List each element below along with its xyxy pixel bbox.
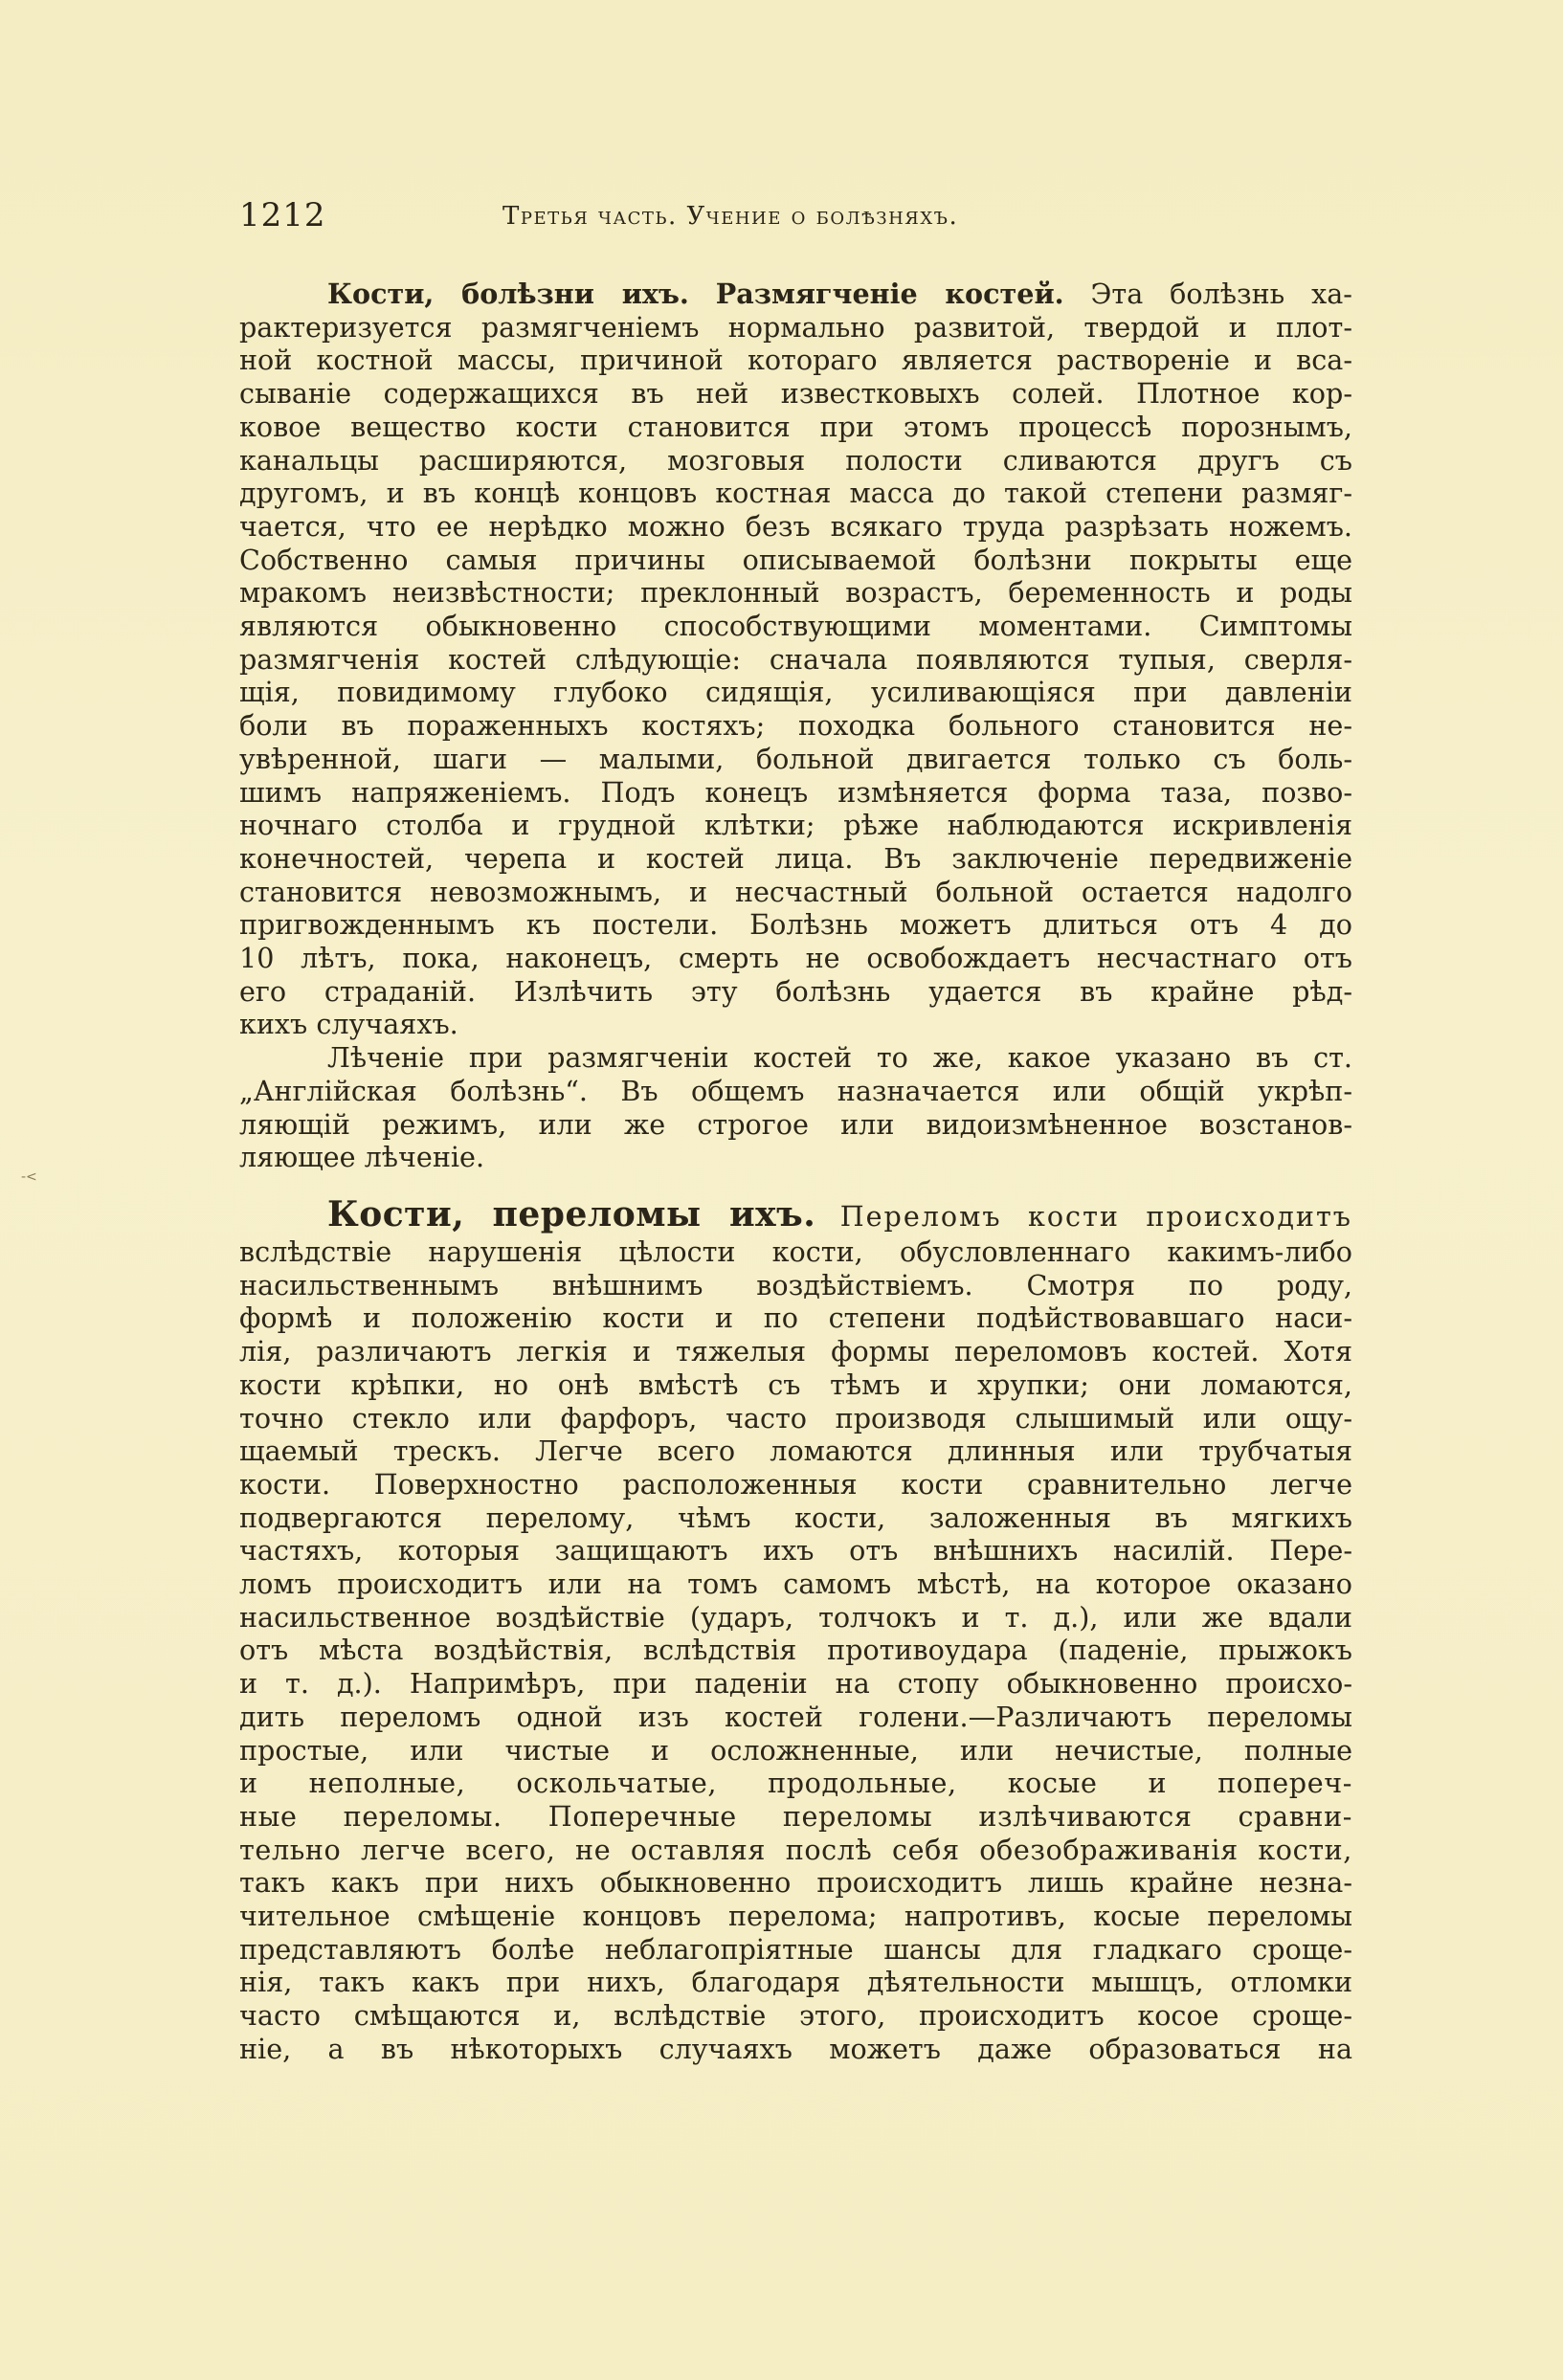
text-line: часто смѣщаются и, вслѣдствіе этого, происходитъ косое сроще- (239, 1999, 1352, 2033)
text-line: вслѣдствіе нарушенія цѣлости кости, обусловленнаго какимъ-либо (239, 1234, 1352, 1268)
text-line: становится невозможнымъ, и несчастный больной остается надолго (239, 875, 1352, 908)
text-line: ковое вещество кости становится при этомъ процессѣ порознымъ, (239, 410, 1352, 443)
text-line: шимъ напряженіемъ. Подъ конецъ измѣняется форма таза, позво- (239, 775, 1352, 809)
text-fragment: Эта болѣзнь ха- (1090, 278, 1352, 310)
text-line: кихъ случаяхъ. (239, 1008, 458, 1041)
text-line: ляющее лѣченіе. (239, 1141, 485, 1174)
text-line: ляющій режимъ, или же строгое или видоизмѣненное возстанов- (239, 1107, 1352, 1141)
text-line: щія, повидимому глубоко сидящія, усиливающіяся при давленіи (239, 676, 1352, 709)
text-line: другомъ, и въ концѣ концовъ костная масса до такой степени размяг- (239, 477, 1352, 510)
text-line: щаемый трескъ. Легче всего ломаются длинныя или трубчатыя (239, 1435, 1352, 1468)
margin-mark: -< (21, 1169, 37, 1185)
text-line: точно стекло или фарфоръ, часто производя слышимый или ощу- (239, 1401, 1352, 1435)
section-bone-softening-paragraph-2 (239, 1041, 1352, 1174)
running-title: Третья часть. Учение о болѣзняхъ. (502, 202, 959, 231)
text-line: сываніе содержащихся въ ней известковыхъ солей. Плотное кор- (239, 377, 1352, 411)
subtitle-bone-softening: Размягченіе костей. (715, 278, 1064, 310)
text-line: такъ какъ при нихъ обыкновенно происходитъ лишь крайне незна- (239, 1866, 1352, 1900)
text-line: рактеризуется размягченіемъ нормально развитой, твердой и плот- (239, 310, 1352, 344)
section-bone-fractures (239, 1195, 1352, 2066)
text-line: дить переломъ одной изъ костей голени.—Различаютъ переломы (239, 1700, 1352, 1733)
text-line: увѣренной, шаги — малыми, больной двигается только съ боль- (239, 742, 1352, 775)
text-line: частяхъ, которыя защищаютъ ихъ отъ внѣшнихъ насилій. Пере- (239, 1534, 1352, 1568)
text-line: тельно легче всего, не оставляя послѣ себя обезображиванія кости, (239, 1833, 1352, 1866)
text-line: Лѣченіе при размягченіи костей то же, какое указано въ ст. (327, 1041, 1352, 1075)
text-line: лія, различаютъ легкія и тяжелыя формы переломовъ костей. Хотя (239, 1335, 1352, 1368)
text-line: чительное смѣщеніе концовъ перелома; напротивъ, косые переломы (239, 1900, 1352, 1933)
text-line: чается, что ее нерѣдко можно безъ всякаго труда разрѣзать ножемъ. (239, 509, 1352, 543)
text-line: боли въ пораженныхъ костяхъ; походка больного становится не- (239, 709, 1352, 743)
text-line: формѣ и положенію кости и по степени подѣйствовавшаго наси- (239, 1301, 1352, 1335)
text-line: пригвожденнымъ къ постели. Болѣзнь можетъ длиться отъ 4 до (239, 908, 1352, 942)
text-line: насильственное воздѣйствіе (ударъ, толчокъ и т. д.), или же вдали (239, 1600, 1352, 1634)
article-body (239, 278, 1352, 2066)
text-line: отъ мѣста воздѣйствія, вслѣдствія противоудара (паденіе, прыжокъ (239, 1634, 1352, 1667)
text-line: подвергаются перелому, чѣмъ кости, заложенныя въ мягкихъ (239, 1501, 1352, 1534)
text-line: нія, такъ какъ при нихъ, благодаря дѣятельности мышцъ, отломки (239, 1966, 1352, 1999)
text-line (239, 278, 1352, 311)
text-line: и т. д.). Напримѣръ, при паденіи на стопу обыкновенно происхо- (239, 1667, 1352, 1701)
text-line: ной костной массы, причиной котораго является раствореніе и вса- (239, 344, 1352, 377)
text-line: ночнаго столба и грудной клѣтки; рѣже наблюдаются искривленія (239, 809, 1352, 842)
text-line: канальцы расширяются, мозговыя полости сливаются другъ съ (239, 443, 1352, 477)
text-line: являются обыкновенно способствующими моментами. Симптомы (239, 610, 1352, 643)
text-line: простые, или чистые и осложненные, или нечистые, полные (239, 1733, 1352, 1767)
page-header (239, 196, 1350, 244)
text-line: его страданій. Излѣчить эту болѣзнь удается въ крайне рѣд- (239, 974, 1352, 1008)
article-title-bone-fractures: Кости, переломы ихъ. (327, 1193, 816, 1234)
text-line: 10 лѣтъ, пока, наконецъ, смерть не освобождаетъ несчастнаго отъ (239, 942, 1352, 975)
article-title-bone-diseases: Кости, болѣзни ихъ. (327, 278, 689, 310)
text-line (239, 1195, 1352, 1235)
text-line: насильственнымъ внѣшнимъ воздѣйствіемъ. Смотря по роду, (239, 1268, 1352, 1301)
text-line: представляютъ болѣе неблагопріятные шансы для гладкаго сроще- (239, 1932, 1352, 1966)
page-number: 1212 (239, 196, 326, 234)
text-line: „Англійская болѣзнь“. Въ общемъ назначается или общій укрѣп- (239, 1074, 1352, 1107)
text-line: мракомъ неизвѣстности; преклонный возрастъ, беременность и роды (239, 576, 1352, 610)
text-line: конечностей, черепа и костей лица. Въ заключеніе передвиженіе (239, 841, 1352, 875)
text-line: размягченія костей слѣдующіе: сначала появляются тупыя, сверля- (239, 642, 1352, 676)
text-fragment: Переломъ кости происходитъ (839, 1199, 1353, 1233)
text-line: ные переломы. Поперечные переломы излѣчиваются сравни- (239, 1799, 1352, 1833)
text-line: ніе, а въ нѣкоторыхъ случаяхъ можетъ даже образоваться на (239, 2032, 1352, 2065)
text-line: Собственно самыя причины описываемой болѣзни покрыты еще (239, 543, 1352, 576)
text-line: и неполные, оскольчатые, продольные, косые и попереч- (239, 1767, 1352, 1800)
text-line: ломъ происходитъ или на томъ самомъ мѣстѣ, на которое оказано (239, 1568, 1352, 1601)
section-bone-softening-paragraph-1 (239, 278, 1352, 1041)
text-line: кости. Поверхностно расположенныя кости сравнительно легче (239, 1467, 1352, 1501)
text-line: кости крѣпки, но онѣ вмѣстѣ съ тѣмъ и хрупки; они ломаются, (239, 1368, 1352, 1401)
